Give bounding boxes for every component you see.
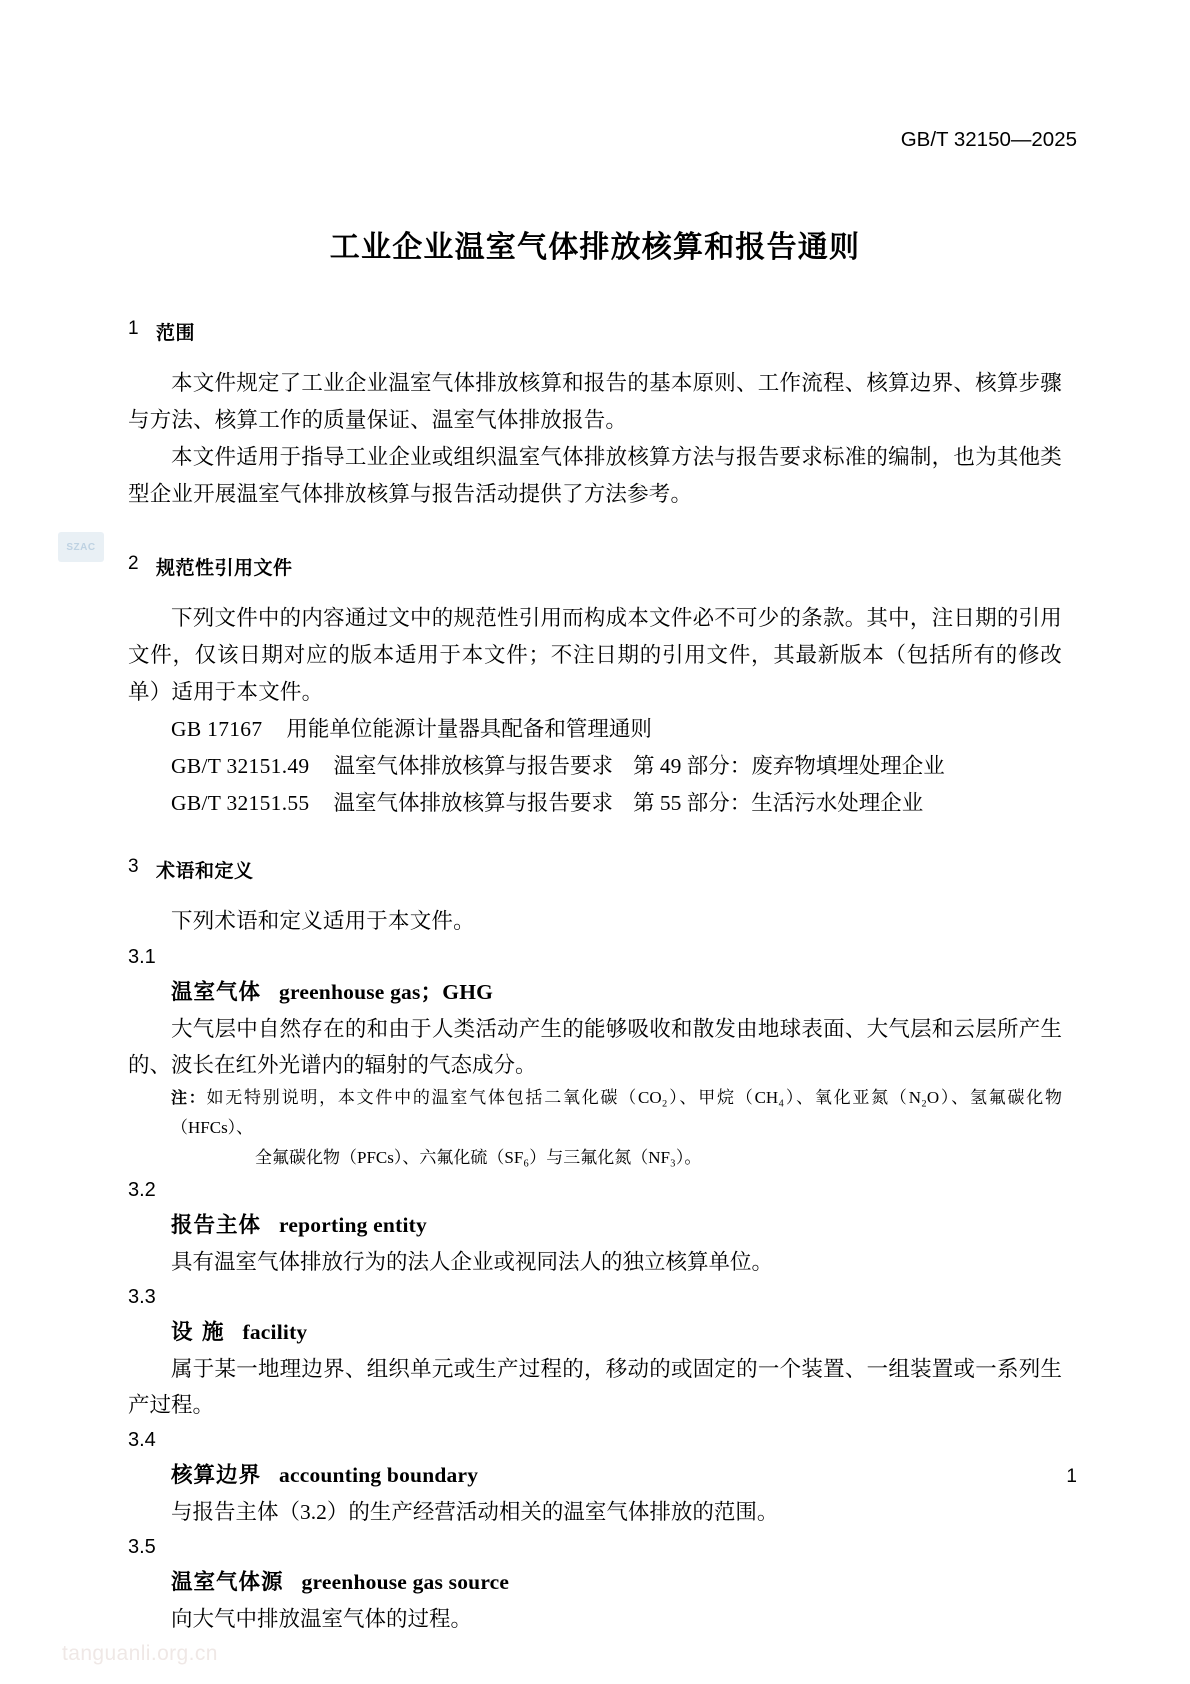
term-note (171, 1083, 1062, 1173)
clause-1-title: 范围 (156, 322, 196, 344)
reference-id: GB 17167 (171, 717, 263, 741)
standard-number: GB/T 32150—2025 (900, 128, 1077, 151)
term-name (171, 1207, 1062, 1244)
term-name-cn: 设 施 (171, 1320, 225, 1345)
running-header (901, 128, 1077, 152)
clause-heading-2 (128, 553, 1062, 580)
clause-2-title: 规范性引用文件 (156, 557, 293, 579)
reference-item (171, 748, 1062, 785)
side-watermark-logo (58, 532, 104, 562)
clause-heading-3 (128, 856, 1062, 883)
clause-3-title: 术语和定义 (156, 860, 254, 882)
term-number: 3.5 (128, 1536, 156, 1558)
reference-item (171, 711, 1062, 748)
reference-title: 用能单位能源计量器具配备和管理通则 (286, 717, 652, 741)
term-number: 3.1 (128, 946, 156, 968)
document-body (128, 318, 1062, 1637)
page-number: 1 (1066, 1466, 1077, 1487)
term-name-en: facility (242, 1320, 308, 1344)
note-line-1: 如无特别说明，本文件中的温室气体包括二氧化碳（CO₂）、甲烷（CH₄）、氧化亚氮（N₂O）、氢氟碳化物（HFCs）、 (171, 1088, 1062, 1137)
note-line-2: 全氟碳化物（PFCs）、六氟化硫（SF₆）与三氟化氮（NF₃）。 (255, 1148, 702, 1167)
normative-intro: 下列文件中的内容通过文中的规范性引用而构成本文件必不可少的条款。其中，注日期的引用文件，仅该日期对应的版本适用于本文件；不注日期的引用文件，其最新版本（包括所有的修改单）适用于本文件。 (128, 606, 1062, 704)
clause-3-number: 3 (128, 856, 140, 877)
term-name-en: greenhouse gas；GHG (279, 980, 494, 1004)
term-definition: 属于某一地理边界、组织单元或生产过程的，移动的或固定的一个装置、一组装置或一系列生产过程。 (128, 1357, 1062, 1417)
term-name-cn: 温室气体源 (171, 1570, 284, 1595)
normative-reference-list (128, 711, 1062, 822)
term-number: 3.3 (128, 1286, 156, 1308)
clause-1-number: 1 (128, 318, 140, 339)
term-definition: 大气层中自然存在的和由于人类活动产生的能够吸收和散发由地球表面、大气层和云层所产生的、波长在红外光谱内的辐射的气态成分。 (128, 1017, 1062, 1077)
term-name (171, 1314, 1062, 1351)
term-definition: 与报告主体（3.2）的生产经营活动相关的温室气体排放的范围。 (171, 1500, 779, 1524)
reference-part: 第 49 部分：废弃物填埋处理企业 (633, 754, 945, 778)
clause-2-number: 2 (128, 553, 140, 574)
term-name-cn: 温室气体 (171, 980, 262, 1005)
term-name (171, 974, 1062, 1011)
reference-title: 温室气体排放核算与报告要求 (333, 791, 614, 815)
document-title: 工业企业温室气体排放核算和报告通则 (329, 230, 861, 265)
term-name-cn: 核算边界 (171, 1463, 262, 1488)
reference-item (171, 785, 1062, 822)
term-definition: 向大气中排放温室气体的过程。 (171, 1607, 473, 1631)
reference-title: 温室气体排放核算与报告要求 (333, 754, 614, 778)
term-definition: 具有温室气体排放行为的法人企业或视同法人的独立核算单位。 (171, 1250, 774, 1274)
term-name (171, 1564, 1062, 1601)
clause-heading-1 (128, 318, 1062, 345)
term-name (171, 1457, 1062, 1494)
term-name-en: accounting boundary (279, 1463, 479, 1487)
reference-part: 第 55 部分：生活污水处理企业 (633, 791, 924, 815)
term-name-en: reporting entity (279, 1213, 427, 1237)
term-name-cn: 报告主体 (171, 1213, 262, 1238)
term-name-en: greenhouse gas source (301, 1570, 510, 1594)
reference-id: GB/T 32151.49 (171, 754, 310, 778)
term-number: 3.2 (128, 1179, 156, 1201)
scope-paragraph-2: 本文件适用于指导工业企业或组织温室气体排放核算方法与报告要求标准的编制，也为其他类型企业开展温室气体排放核算与报告活动提供了方法参考。 (128, 445, 1062, 506)
terms-intro: 下列术语和定义适用于本文件。 (171, 909, 475, 933)
term-number: 3.4 (128, 1429, 156, 1451)
footer-watermark-url: tanguanli.org.cn (62, 1642, 218, 1665)
scope-paragraph-1: 本文件规定了工业企业温室气体排放核算和报告的基本原则、工作流程、核算边界、核算步骤与方法、核算工作的质量保证、温室气体排放报告。 (128, 371, 1062, 432)
note-label: 注： (171, 1088, 207, 1107)
reference-id: GB/T 32151.55 (171, 791, 310, 815)
side-watermark-text: SZAC (66, 541, 96, 553)
